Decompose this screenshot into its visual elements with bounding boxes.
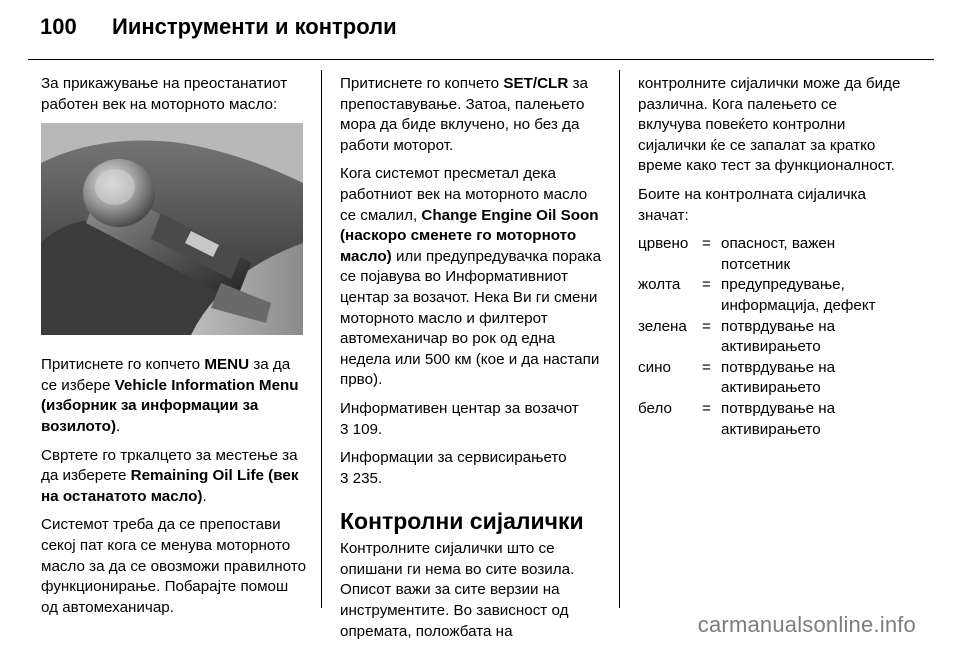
color-meaning-table bbox=[638, 234, 904, 440]
color-name: бело bbox=[638, 399, 672, 417]
control-lights-intro: Контролните сијалички што се опишани ги нема во сите возила. Описот важи за сите верзии на инструментите. Во зависност од опремата, положбата на bbox=[340, 540, 575, 640]
watermark-link[interactable]: carmanualsonline.info bbox=[697, 612, 916, 637]
color-row bbox=[638, 234, 904, 275]
lever-figure bbox=[41, 123, 303, 335]
chapter-title: Иинструменти и контроли bbox=[112, 14, 397, 39]
color-name: сино bbox=[638, 358, 671, 376]
turn-signal-lever-photo-icon bbox=[41, 123, 303, 335]
color-row bbox=[638, 399, 904, 440]
reset-note: Системот треба да се препостави секој пат кога се менува моторното масло за да се овозможи правилното функционирање. Побарајте помош од автомеханичар. bbox=[41, 516, 307, 616]
color-meaning: потврдување на активирањето bbox=[721, 358, 836, 397]
equals-sign: = bbox=[702, 399, 711, 417]
color-meaning: потврдување на активирањето bbox=[721, 317, 836, 356]
column-divider-2 bbox=[619, 70, 620, 608]
setclr-instruction: Притиснете го копчето SET/CLR за препоставување. Затоа, палењето мора да биде вклучено, но без да работи моторот. bbox=[340, 75, 588, 154]
intro-paragraph: За прикажување на преостанатиот работен век на моторното масло: bbox=[41, 75, 288, 113]
equals-sign: = bbox=[702, 358, 711, 376]
color-row bbox=[638, 358, 904, 399]
color-meaning: опасност, важен потсетник bbox=[721, 235, 836, 273]
header-rule bbox=[28, 59, 934, 60]
color-meaning: потврдување на активирањето bbox=[721, 399, 836, 438]
wheel-instruction: Свртете го тркалцето за местење за да изберете Remaining Oil Life (век на останатото масло). bbox=[41, 446, 299, 505]
color-name: зелена bbox=[638, 317, 687, 335]
equals-sign: = bbox=[702, 276, 711, 294]
page-header bbox=[40, 14, 397, 44]
oil-warning-paragraph: Кога системот пресметал дека работниот век на моторното масло се смалил, Change Engine Oil Soon (наскоро сменете го моторното масло) или предупредувачка порака се појавува во Информативниот центар за возачот. Нека Ви ги смени моторното масло и филтерот автомеханичар во рок од една недела или 500 км (кое и да настапи прво). bbox=[340, 165, 602, 389]
reference-driver-info-center: Информативен центар за возачот 3 109. bbox=[340, 399, 579, 438]
column-3 bbox=[638, 74, 904, 440]
column-divider-1 bbox=[321, 70, 322, 608]
control-lights-continued: контролните сијалички може да биде различна. Кога палењето се вклучува повеќето контролни сијалички ќе се запалат за кратко време како тест за функционалност. bbox=[638, 75, 901, 175]
page-number: 100 bbox=[40, 14, 77, 39]
equals-sign: = bbox=[702, 235, 711, 253]
section-heading: Контролни сијалички bbox=[340, 508, 584, 535]
color-row bbox=[638, 275, 904, 316]
color-name: жолта bbox=[638, 276, 681, 294]
equals-sign: = bbox=[702, 317, 711, 335]
column-2 bbox=[340, 74, 606, 650]
column-1 bbox=[41, 74, 309, 626]
reference-service-info: Информации за сервисирањето 3 235. bbox=[340, 449, 567, 487]
menu-instruction: Притиснете го копчето MENU за да се избере Vehicle Information Menu (изборник за информации за возилото). bbox=[41, 356, 299, 435]
colors-intro: Боите на контролната сијаличка значат: bbox=[638, 185, 866, 224]
color-row bbox=[638, 317, 904, 358]
color-meaning: предупредување, информација, дефект bbox=[721, 276, 876, 314]
color-name: црвено bbox=[638, 235, 689, 253]
